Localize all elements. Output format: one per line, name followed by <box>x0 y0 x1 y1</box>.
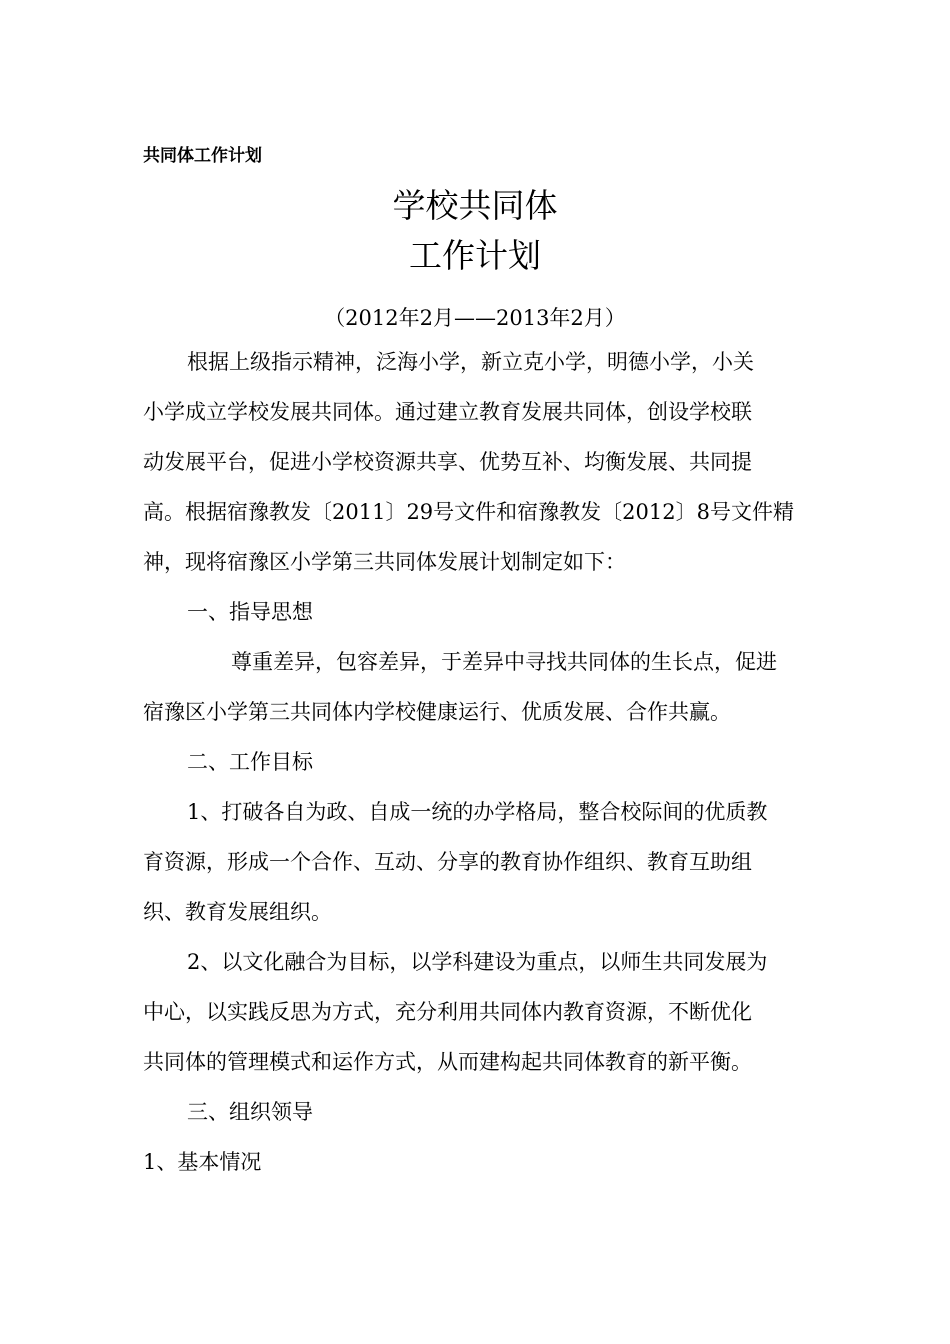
intro-line: 根据上级指示精神，泛海小学，新立克小学，明德小学，小关 <box>187 350 754 374</box>
goal-1-line: 1、打破各自为政、自成一统的办学格局，整合校际间的优质教 <box>187 800 768 824</box>
intro-line: 动发展平台，促进小学校资源共享、优势互补、均衡发展、共同提 <box>143 450 752 474</box>
intro-line: 小学成立学校发展共同体。通过建立教育发展共同体，创设学校联 <box>143 400 752 424</box>
section-heading-organization: 三、组织领导 <box>187 1100 313 1124</box>
date-range: （2012年2月——2013年2月） <box>324 306 626 330</box>
goal-2-line: 2、以文化融合为目标，以学科建设为重点，以师生共同发展为 <box>187 950 768 974</box>
guiding-thought-line: 宿豫区小学第三共同体内学校健康运行、优质发展、合作共赢。 <box>143 700 731 724</box>
document-title-line-1: 学校共同体 <box>392 186 558 225</box>
subsection-heading-basic-situation: 1、基本情况 <box>143 1150 262 1174</box>
goal-2-line: 中心，以实践反思为方式，充分利用共同体内教育资源，不断优化 <box>143 1000 752 1024</box>
section-heading-guiding-thought: 一、指导思想 <box>187 600 313 624</box>
goal-1-line: 育资源，形成一个合作、互动、分享的教育协作组织、教育互助组 <box>143 850 752 874</box>
document-header-label: 共同体工作计划 <box>143 146 262 166</box>
intro-line: 高。根据宿豫教发〔2011〕29号文件和宿豫教发〔2012〕8号文件精 <box>143 500 794 524</box>
section-heading-work-goals: 二、工作目标 <box>187 750 313 774</box>
goal-2-line: 共同体的管理模式和运作方式，从而建构起共同体教育的新平衡。 <box>143 1050 752 1074</box>
guiding-thought-line: 尊重差异，包容差异，于差异中寻找共同体的生长点，促进 <box>231 650 777 674</box>
intro-line: 神，现将宿豫区小学第三共同体发展计划制定如下： <box>143 550 626 574</box>
goal-1-line: 织、教育发展组织。 <box>143 900 332 924</box>
document-title-line-2: 工作计划 <box>409 236 541 275</box>
